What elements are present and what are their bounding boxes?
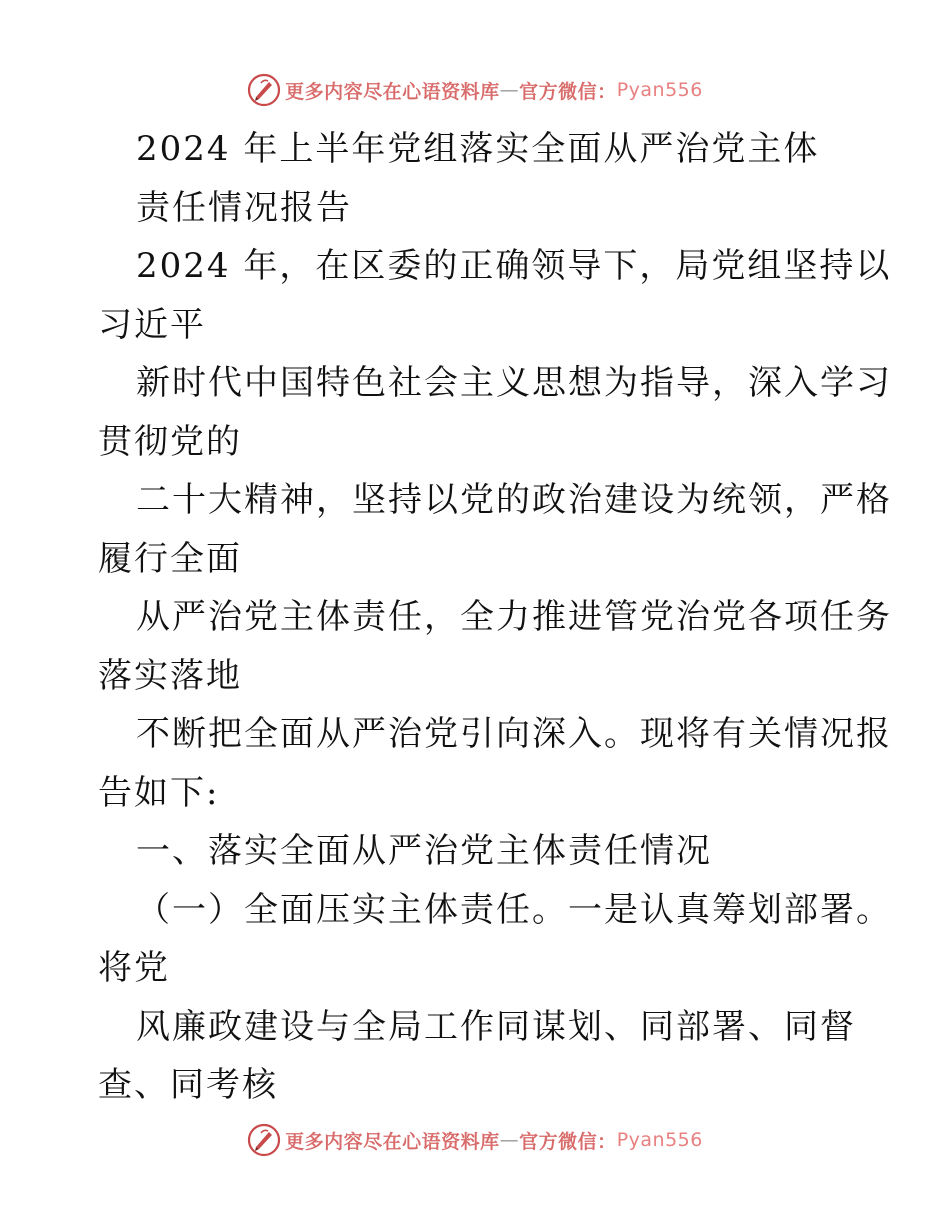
pen-logo-icon (247, 1123, 281, 1157)
document-line: 不断把全面从严治党引向深入。现将有关情况报 (136, 714, 892, 754)
document-body (98, 120, 892, 1115)
header-watermark (0, 70, 950, 110)
footer-watermark (0, 1120, 950, 1160)
watermark-official: 官方微信： (519, 80, 617, 103)
document-line: 贯彻党的 (98, 421, 242, 462)
document-line: 落实落地 (98, 655, 242, 696)
pen-logo-icon (247, 73, 281, 107)
document-line: 从严治党主体责任，全力推进管党治党各项任务 (136, 597, 892, 637)
document-line: 二十大精神，坚持以党的政治建设为统领，严格 (136, 480, 892, 520)
watermark-dash: — (499, 79, 520, 101)
watermark-dash: — (499, 1129, 520, 1151)
document-line: 告如下: (98, 772, 220, 813)
document-line: 责任情况报告 (136, 187, 352, 228)
section-heading: 一、落实全面从严治党主体责任情况 (136, 831, 712, 871)
document-line: 履行全面 (98, 538, 242, 579)
document-line: 习近平 (98, 304, 206, 345)
document-line: 新时代中国特色社会主义思想为指导，深入学习 (136, 363, 892, 403)
watermark-brand: 更多内容尽在心语资料库 (285, 1130, 500, 1153)
document-line: 2024 年，在区委的正确领导下，局党组坚持以 (136, 246, 892, 286)
watermark-brand: 更多内容尽在心语资料库 (285, 80, 500, 103)
document-line: 风廉政建设与全局工作同谋划、同部署、同督 (136, 1006, 856, 1047)
document-line: 2024 年上半年党组落实全面从严治党主体 (136, 129, 820, 169)
document-line: 将党 (98, 948, 170, 988)
document-line: （一）全面压实主体责任。一是认真筹划部署。 (136, 889, 892, 930)
document-line: 查、同考核 (98, 1065, 278, 1105)
watermark-wechat-id: Pyan556 (616, 1129, 703, 1151)
watermark-wechat-id: Pyan556 (616, 79, 703, 101)
watermark-official: 官方微信： (519, 1130, 617, 1153)
